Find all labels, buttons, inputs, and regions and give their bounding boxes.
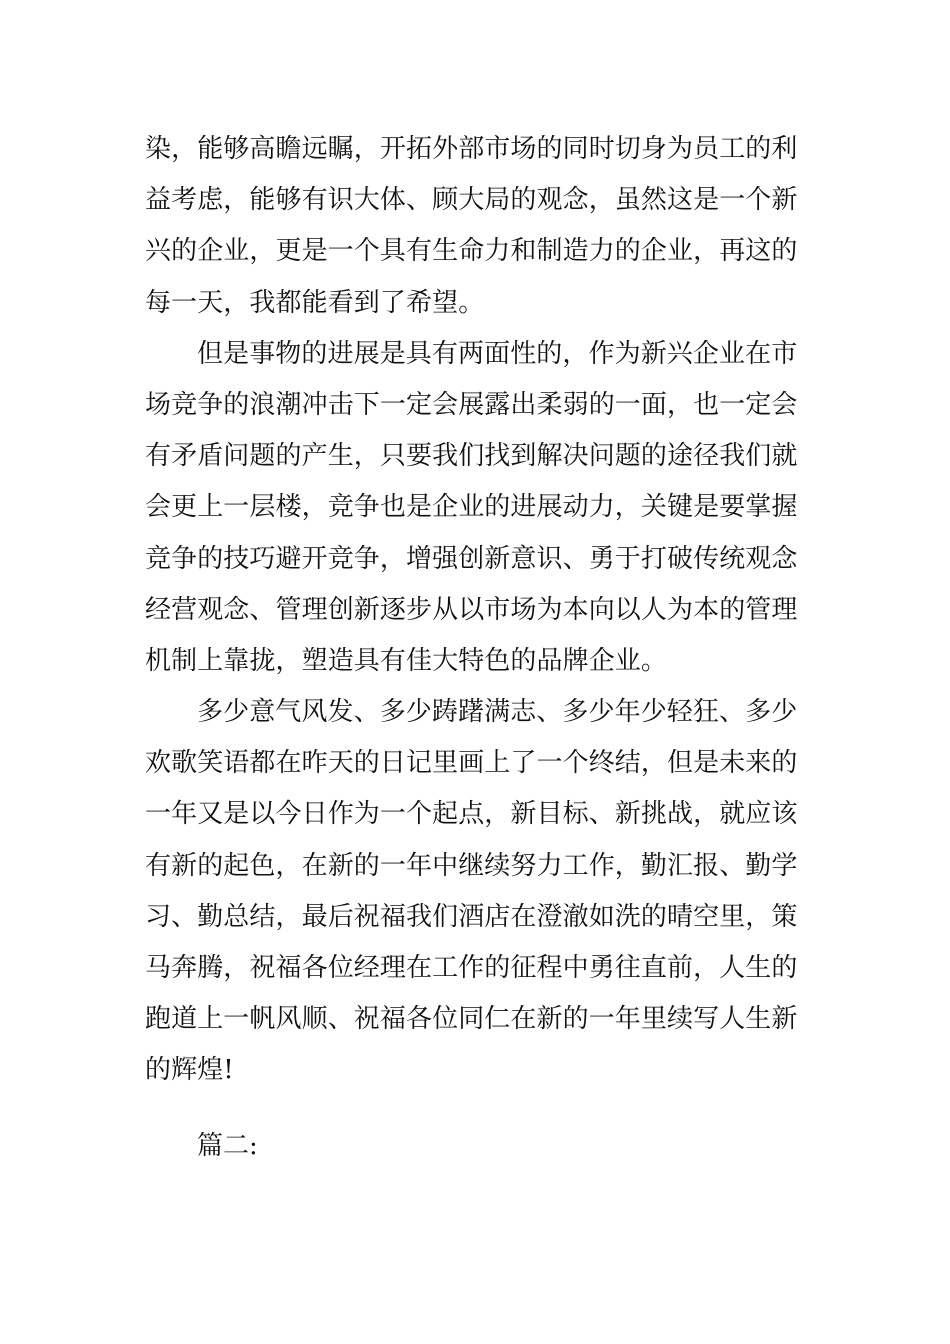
text-line: 有矛盾问题的产生，只要我们找到解决问题的途径我们就 xyxy=(145,441,798,472)
text-line: 的辉煌! xyxy=(145,1055,234,1086)
text-line: 染，能够高瞻远瞩，开拓外部市场的同时切身为员工的利 xyxy=(145,134,798,164)
text-line: 竞争的技巧避开竞争，增强创新意识、勇于打破传统观念 xyxy=(145,543,798,574)
text-line: 一年又是以今日作为一个起点，新目标、新挑战，就应该 xyxy=(145,799,798,830)
paragraph-2 xyxy=(145,329,807,687)
text-line: 但是事物的进展是具有两面性的，作为新兴企业在市 xyxy=(197,338,798,369)
text-line: 会更上一层楼，竞争也是企业的进展动力，关键是要掌握 xyxy=(145,492,798,523)
paragraph-1 xyxy=(145,124,807,329)
text-line: 马奔腾，祝福各位经理在工作的征程中勇往直前，人生的 xyxy=(145,953,798,983)
paragraph-3 xyxy=(145,687,807,1097)
text-line: 多少意气风发、多少踌躇满志、多少年少轻狂、多少 xyxy=(197,697,798,728)
text-line: 每一天，我都能看到了希望。 xyxy=(145,287,485,318)
text-line: 有新的起色，在新的一年中继续努力工作，勤汇报、勤学 xyxy=(145,850,798,881)
section-heading: 篇二: xyxy=(197,1131,258,1161)
text-line: 场竞争的浪潮冲击下一定会展露出柔弱的一面，也一定会 xyxy=(145,389,798,420)
text-line: 益考虑，能够有识大体、顾大局的观念，虽然这是一个新 xyxy=(145,185,798,216)
text-line: 兴的企业，更是一个具有生命力和制造力的企业，再这的 xyxy=(145,236,798,267)
text-line: 经营观念、管理创新逐步从以市场为本向以人为本的管理 xyxy=(145,594,798,625)
text-line: 跑道上一帆风顺、祝福各位同仁在新的一年里续写人生新 xyxy=(145,1004,798,1035)
text-line: 习、勤总结，最后祝福我们酒店在澄澈如洗的晴空里，策 xyxy=(145,901,798,932)
text-line: 机制上靠拢，塑造具有佳大特色的品牌企业。 xyxy=(145,645,668,676)
document-body xyxy=(145,124,807,1097)
text-line: 欢歌笑语都在昨天的日记里画上了一个终结，但是未来的 xyxy=(145,748,798,779)
